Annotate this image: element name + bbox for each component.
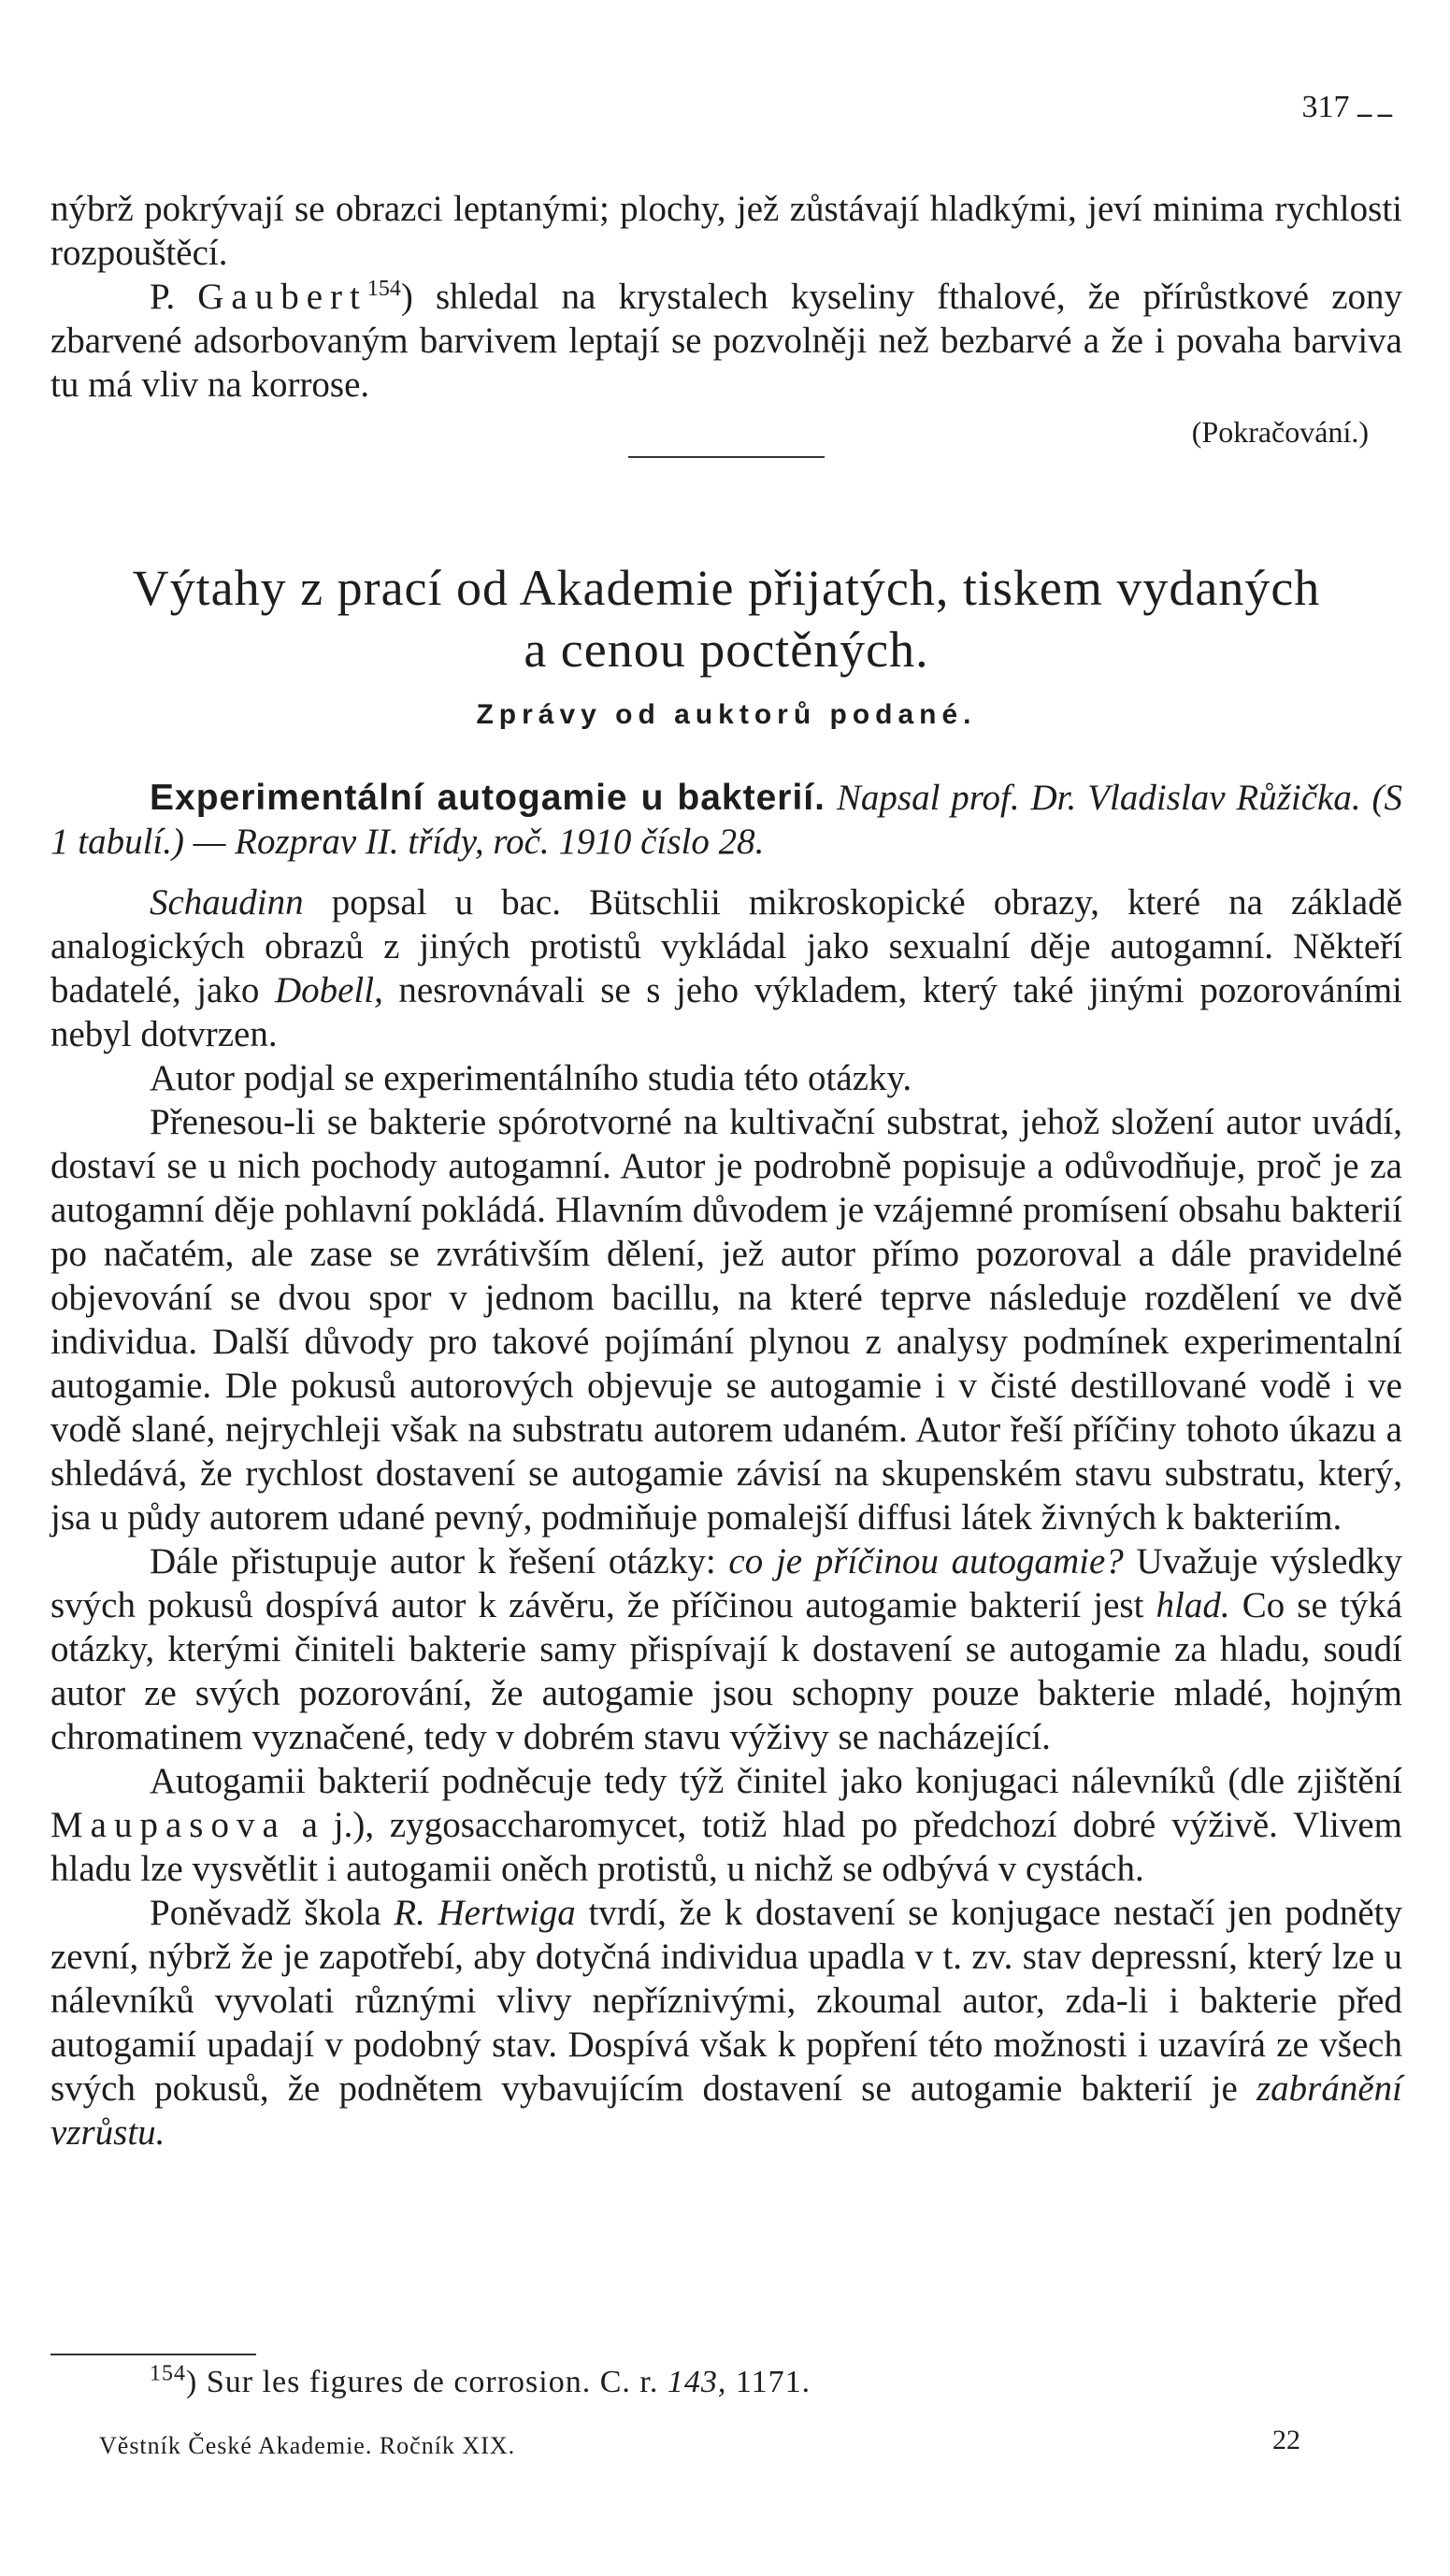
article-byline: Napsal prof. Dr. Vladislav Růžička. (S 1 tabulí.) — Rozprav II. třídy, roč. 1910 číslo 28. (50, 778, 1402, 862)
continued-paragraph-2: P. Gaubert$^{154}$) shledal na krystalech kyseliny fthalové, že přírůstkové zony zbarvené adsorbovaným barvivem leptají se pozvolněji než bezbarvé a že i povaha barviva tu má vliv na korrose. (50, 277, 1402, 405)
header-ornament: ــ ــ (1357, 95, 1392, 122)
continuation-note: (Pokračování.) (1191, 415, 1369, 449)
article-paragraph-4: Dále přistupuje autor k řešení otázky: co je příčinou autogamie? Uvažuje výsledky svých pokusů dospívá autor k závěru, že příčinou autogamie bakterií jest hlad. Co se týká otázky, kterými činiteli bakterie samy přispívají k dostavení se autogamie za hladu, soudí autor ze svých pozorování, že autogamie jsou schopny pouze bakterie mladé, hojným chromatinem vyznačené, tedy v dobrém stavu výživy se nacházející. (50, 1541, 1403, 1757)
author-name-gaubert: Gaubert (197, 277, 367, 317)
section-title: Výtahy z prací od Akademie přijatých, tiskem vydaných a cenou poctěných. (132, 560, 1321, 678)
page-number: 317 (1301, 90, 1350, 124)
article-paragraph-3: Přenesou-li se bakterie spórotvorné na kultivační substrat, jehož složení autor uvádí, dostaví se u nich pochody autogamní. Autor je podrobně popisuje a odůvodňuje, proč je za autogamní děje pohlavní pokládá. Hlavním důvodem je vzájemné promísení obsahu bakterií po načatém, ale zase se zvrátivším dělení, jež autor přímo pozoroval a dále pravidelné objevování se dvou spor v jednom bacillu, na které teprve následuje rozdělení ve dvě individua. Další důvody pro takové pojímání plynou z analysy podmínek experimentalní autogamie. Dle pokusů autorových objevuje se autogamie i v čisté destillované vodě i ve vodě slané, nejrychleji však na substratu autorem udaném. Autor řeší příčiny tohoto úkazu a shledává, že rychlost dostavení se autogamie závisí na skupenském stavu substratu, který, jsa u půdy autorem udané pevný, podmiňuje pomalejší diffusi látek živných k bakteriím. (50, 1102, 1402, 1538)
footnote-mark: 154 (150, 2361, 186, 2386)
page-header (1302, 90, 1398, 125)
footnote-ref: 154 (366, 277, 401, 301)
article-heading (50, 776, 1402, 864)
article-paragraph-5: Autogamii bakterií podněcuje tedy týž činitel jako konjugaci nálevníků (dle zjištění Maupasova a j.), zygosaccharomycet, totiž hlad po předchozí dobré výživě. Vlivem hladu lze vysvětlit i autogamii oněch protistů, u nichž se odbývá v cystách. (50, 1761, 1403, 1889)
article-title: Experimentální autogamie u bakterií. (150, 778, 825, 818)
continued-paragraph-1: nýbrž pokrývají se obrazci leptanými; plochy, jež zůstávají hladkými, jeví minima rychlosti rozpouštěcí. (50, 189, 1402, 273)
footnote: $^{154}$) Sur les figures de corrosion. C. r. 143, 1171. (150, 2361, 811, 2399)
continued-text (50, 187, 1402, 454)
article-paragraph-1: Schaudinn popsal u bac. Bütschlii mikroskopické obrazy, které na základě analogických obrazů z jiných protistů vykládal jako sexualní děje autogamní. Někteří badatelé, jako Dobell, nesrovnávali se s jeho výkladem, který také jinými pozorováními nebyl dotvrzen. (50, 882, 1403, 1054)
article-paragraph-2: Autor podjal se experimentálního studia této otázky. (150, 1058, 912, 1098)
sheet-signature: 22 (1272, 2425, 1300, 2455)
journal-footer: Věstník České Akademie. Ročník XIX. (99, 2432, 516, 2459)
section-subtitle: Zprávy od auktorů podané. (476, 699, 977, 730)
article (50, 776, 1402, 2154)
section-divider (628, 456, 825, 458)
footnote-divider (50, 2354, 256, 2355)
article-paragraph-6: Poněvadž škola R. Hertwiga tvrdí, že k dostavení se konjugace nestačí jen podněty zevní, nýbrž že je zapotřebí, aby dotyčná individua upadla v t. zv. stav depressní, který lze u nálevníků vyvolati různými vlivy nepříznivými, zkoumal autor, zda-li i bakterie před autogamií upadají v podobný stav. Dospívá však k popření této možnosti i uzavírá ze všech svých pokusů, že podnětem vybavujícím dostavení se autogamie bakterií je zabránění vzrůstu. (50, 1893, 1402, 2153)
